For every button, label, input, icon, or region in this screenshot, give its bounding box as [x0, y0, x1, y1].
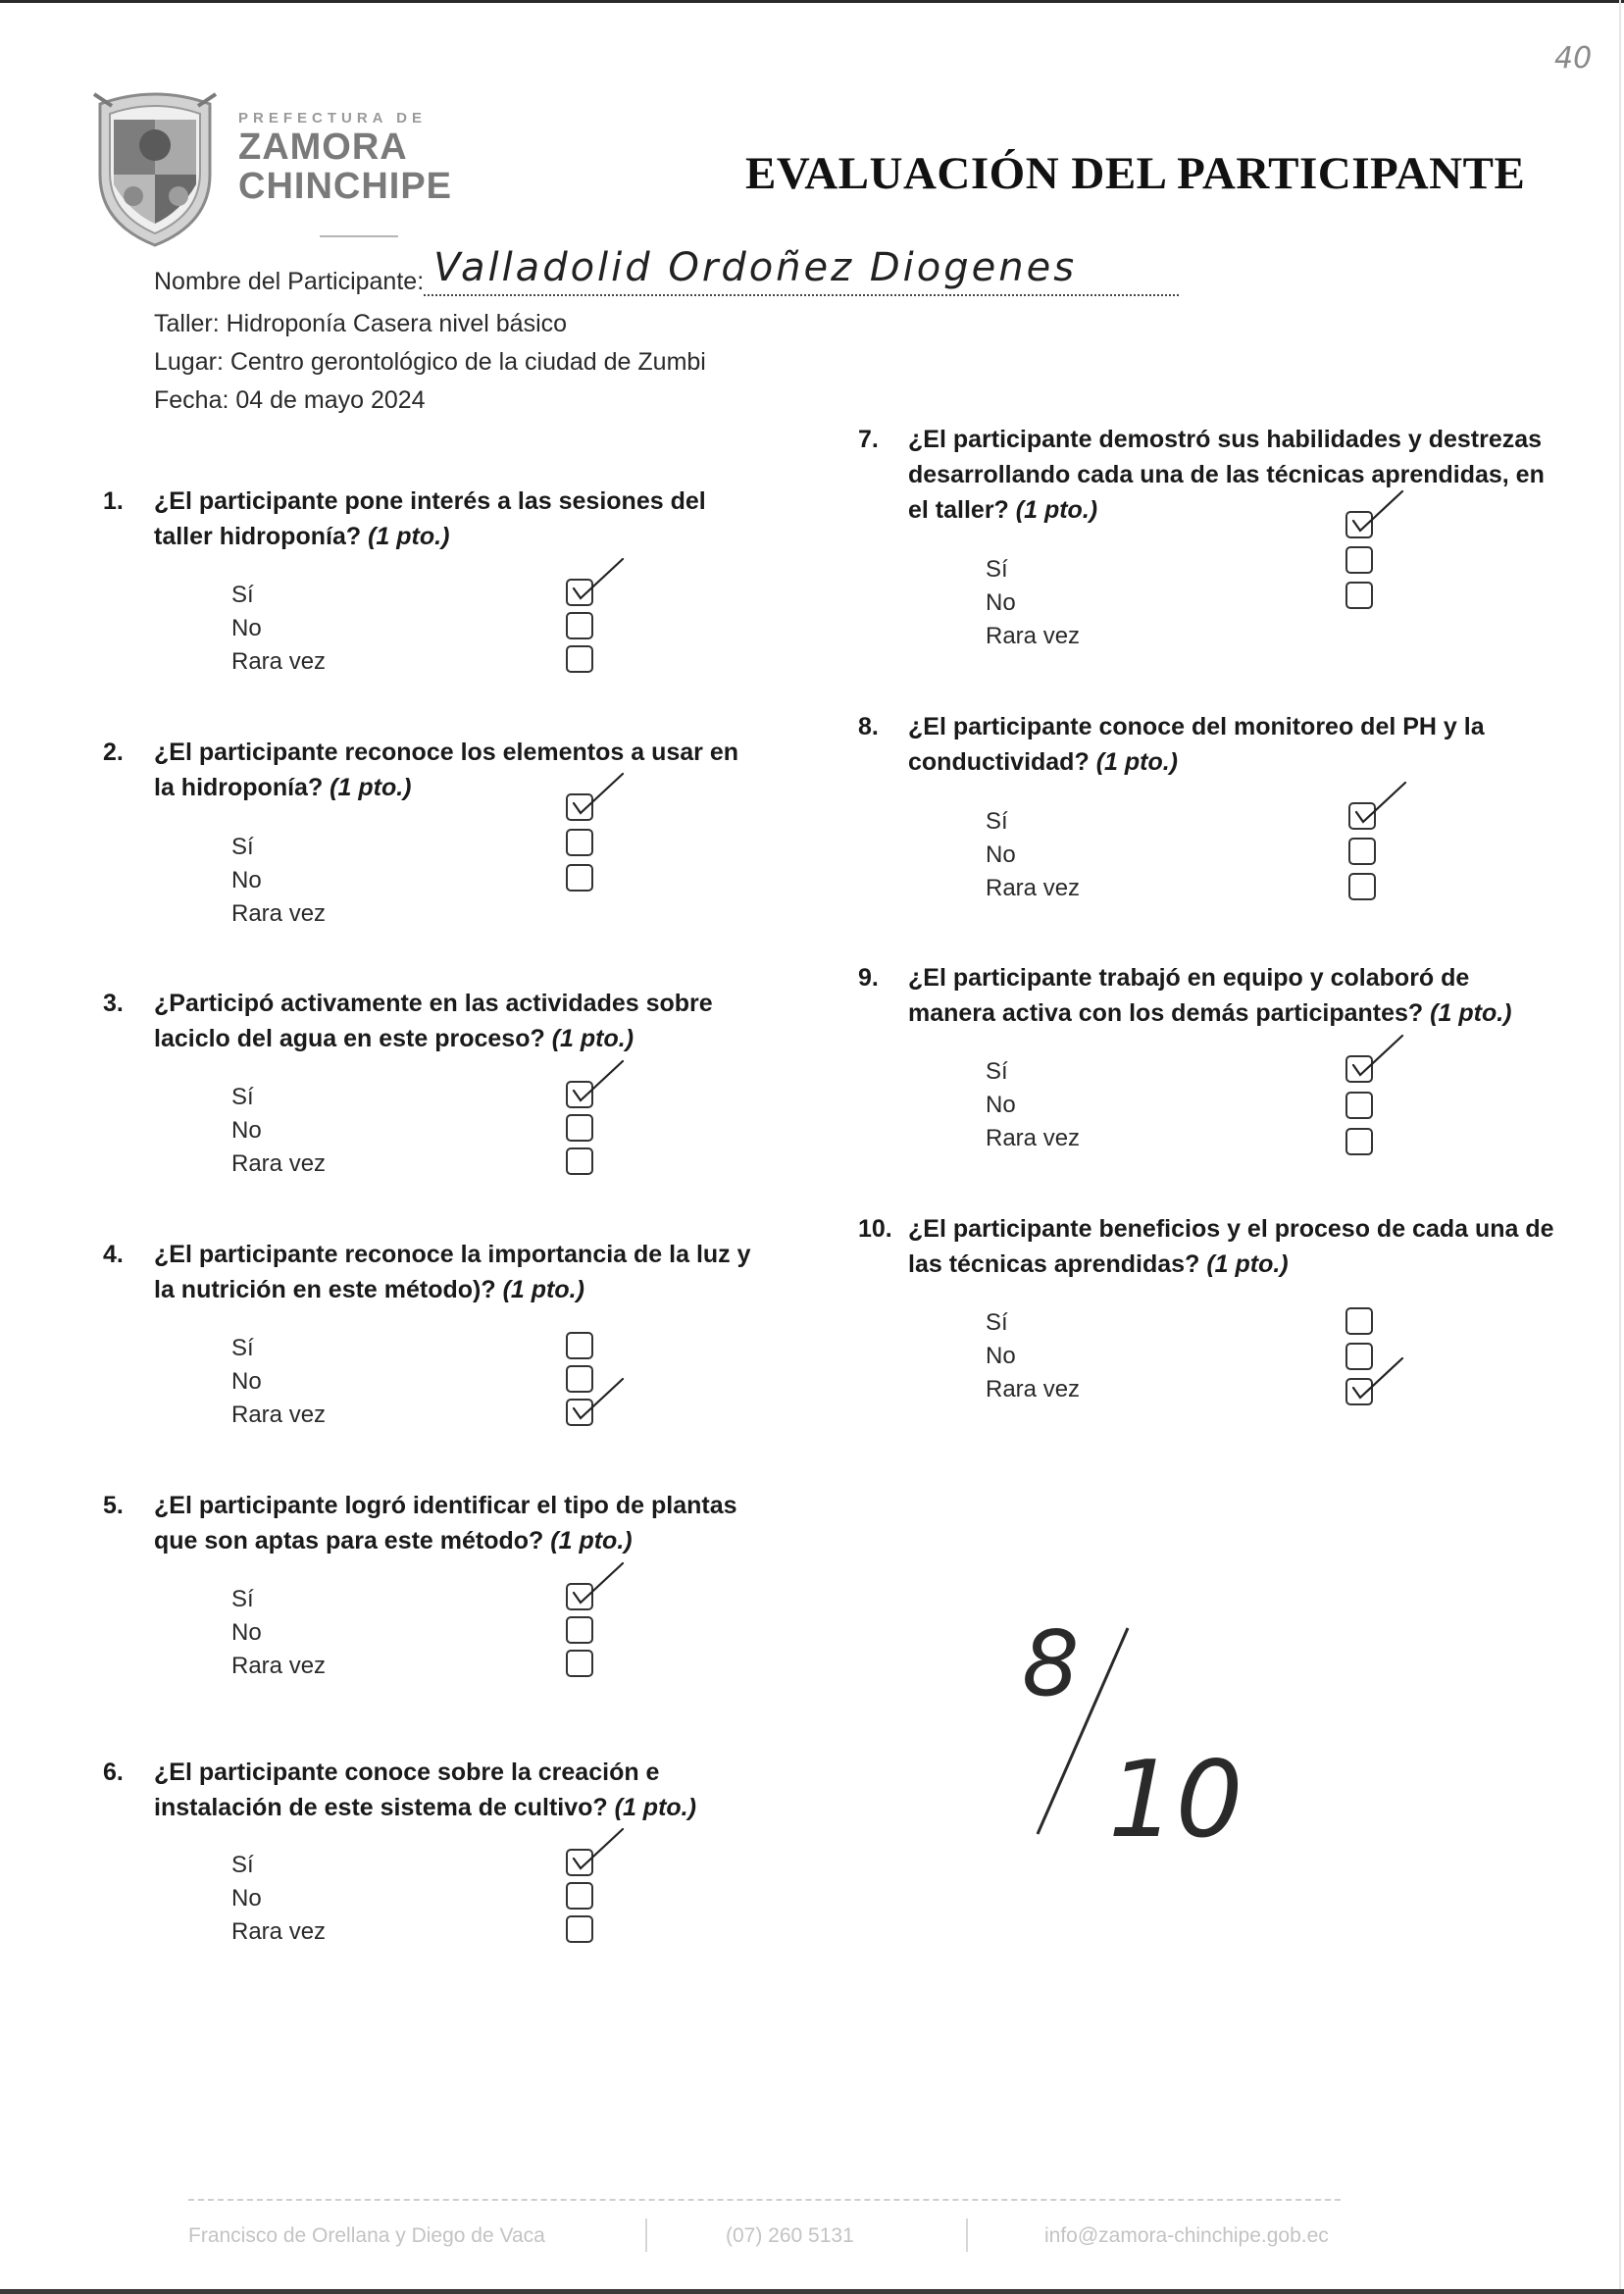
option-label-si: Sí [986, 808, 1008, 835]
question-text-line: laciclo del agua en este proceso? (1 pto.) [154, 1025, 634, 1052]
question-number: 4. [103, 1241, 124, 1268]
option-label-si: Sí [986, 556, 1008, 583]
question-number: 7. [858, 426, 879, 453]
option-label-si: Sí [231, 1852, 254, 1878]
question-text-line: ¿El participante trabajó en equipo y colaboró de [908, 964, 1470, 992]
question-text-line: conductividad? (1 pto.) [908, 748, 1179, 776]
question-text-line: ¿Participó activamente en las actividades sobre [154, 990, 713, 1017]
question-number: 9. [858, 964, 879, 992]
question-number: 10. [858, 1215, 892, 1243]
question-text [154, 1488, 737, 1558]
checkbox-no[interactable] [1345, 1092, 1373, 1119]
checkmark-icon [1347, 487, 1406, 536]
question-text [908, 960, 1512, 1031]
logo-line-1: ZAMORA [238, 127, 408, 168]
question-text-line: instalación de este sistema de cultivo? (1 pto.) [154, 1794, 696, 1821]
question-text-line: ¿El participante beneficios y el proceso de cada una de [908, 1215, 1554, 1243]
question-points: (1 pto.) [1430, 999, 1512, 1027]
question-text-line: ¿El participante conoce del monitoreo del PH y la [908, 713, 1485, 740]
question-text [154, 1237, 751, 1307]
checkbox-no[interactable] [566, 1114, 593, 1142]
question-text [154, 735, 738, 805]
option-label-si: Sí [986, 1058, 1008, 1085]
option-label-si: Sí [231, 834, 254, 860]
question-text-line: ¿El participante conoce sobre la creación e [154, 1759, 660, 1786]
footer-rule [188, 2199, 1341, 2201]
checkbox-no[interactable] [566, 829, 593, 856]
checkbox-no[interactable] [566, 612, 593, 639]
option-label-rara: Rara vez [986, 875, 1081, 901]
score-numerator: 8 [1022, 1611, 1080, 1716]
option-label-rara: Rara vez [986, 1125, 1081, 1151]
option-label-si: Sí [231, 1335, 254, 1361]
question-text-line: desarrollando cada una de las técnicas aprendidas, en [908, 461, 1545, 488]
option-label-no: No [986, 1343, 1016, 1369]
footer-email: info@zamora-chinchipe.gob.ec [1044, 2224, 1329, 2247]
checkmark-icon [568, 1375, 627, 1424]
checkbox-no[interactable] [566, 1616, 593, 1644]
checkbox-no[interactable] [566, 1882, 593, 1910]
participant-name-handwritten: Valladolid Ordoñez Diogenes [433, 245, 1078, 290]
option-label-no: No [231, 615, 262, 641]
logo-small-text: PREFECTURA DE [238, 110, 427, 127]
question-text [908, 709, 1485, 780]
question-number: 1. [103, 487, 124, 515]
taller-line: Taller: Hidroponía Casera nivel básico [154, 310, 568, 337]
option-label-rara: Rara vez [986, 623, 1081, 649]
question-text [154, 986, 713, 1056]
checkbox-rara[interactable] [1345, 582, 1373, 609]
checkbox-no[interactable] [1348, 838, 1376, 865]
question-points: (1 pto.) [1095, 748, 1179, 776]
checkbox-rara[interactable] [566, 864, 593, 892]
checkbox-rara[interactable] [566, 645, 593, 673]
checkmark-icon [568, 770, 627, 819]
logo-underline [320, 235, 398, 237]
option-label-rara: Rara vez [231, 1918, 327, 1945]
question-number: 6. [103, 1759, 124, 1786]
question-text [154, 1755, 696, 1825]
checkbox-rara[interactable] [1348, 873, 1376, 900]
question-points: (1 pto.) [614, 1794, 696, 1821]
checkbox-si[interactable] [1345, 1307, 1373, 1335]
scan-edge-top [0, 0, 1624, 3]
footer-address: Francisco de Orellana y Diego de Vaca [188, 2224, 545, 2247]
lugar-line: Lugar: Centro gerontológico de la ciudad de Zumbi [154, 348, 706, 376]
checkmark-icon [568, 1825, 627, 1874]
checkmark-icon [568, 1057, 627, 1106]
handwritten-score [1010, 1608, 1245, 1863]
option-label-no: No [986, 589, 1016, 616]
option-label-no: No [231, 867, 262, 893]
prefecture-shield-logo [90, 86, 220, 249]
document-title: EVALUACIÓN DEL PARTICIPANTE [745, 148, 1526, 199]
question-text-line: el taller? (1 pto.) [908, 496, 1098, 524]
question-number: 8. [858, 713, 879, 740]
question-points: (1 pto.) [502, 1276, 584, 1303]
question-number: 3. [103, 990, 124, 1017]
checkbox-rara[interactable] [1345, 1128, 1373, 1155]
question-text-line: taller hidroponía? (1 pto.) [154, 523, 450, 550]
question-text-line: la nutrición en este método)? (1 pto.) [154, 1276, 584, 1303]
question-points: (1 pto.) [551, 1025, 634, 1052]
footer-phone: (07) 260 5131 [726, 2224, 854, 2247]
footer-separator [966, 2218, 968, 2252]
option-label-no: No [986, 1092, 1016, 1118]
option-label-no: No [231, 1885, 262, 1912]
participant-name-label: Nombre del Participante: [154, 268, 425, 295]
logo-text [238, 110, 493, 206]
question-text [154, 484, 706, 554]
question-text [908, 422, 1545, 528]
option-label-si: Sí [231, 1586, 254, 1612]
participant-name-line [424, 245, 1179, 296]
question-points: (1 pto.) [1206, 1250, 1289, 1278]
option-label-rara: Rara vez [231, 900, 327, 927]
checkbox-si[interactable] [566, 1332, 593, 1359]
option-label-si: Sí [986, 1309, 1008, 1336]
logo-line-2: CHINCHIPE [238, 166, 453, 207]
footer-separator [645, 2218, 647, 2252]
checkbox-rara[interactable] [566, 1147, 593, 1175]
option-label-rara: Rara vez [231, 1150, 327, 1177]
question-points: (1 pto.) [368, 523, 450, 550]
participant-name-row [154, 245, 1179, 296]
question-text-line: la hidroponía? (1 pto.) [154, 774, 412, 801]
question-points: (1 pto.) [330, 774, 412, 801]
option-label-si: Sí [231, 582, 254, 608]
question-text-line: las técnicas aprendidas? (1 pto.) [908, 1250, 1289, 1278]
scan-edge-right [1619, 0, 1621, 2294]
checkmark-icon [1350, 779, 1409, 828]
option-label-no: No [231, 1368, 262, 1395]
score-denominator: 10 [1108, 1739, 1243, 1861]
question-number: 2. [103, 739, 124, 766]
option-label-no: No [231, 1117, 262, 1144]
checkmark-icon [1347, 1354, 1406, 1403]
question-text-line: ¿El participante demostró sus habilidades y destrezas [908, 426, 1543, 453]
fecha-line: Fecha: 04 de mayo 2024 [154, 386, 426, 414]
option-label-rara: Rara vez [231, 1653, 327, 1679]
question-text-line: ¿El participante reconoce la importancia de la luz y [154, 1241, 751, 1268]
checkbox-rara[interactable] [566, 1650, 593, 1677]
question-points: (1 pto.) [1015, 496, 1098, 524]
checkbox-rara[interactable] [566, 1915, 593, 1943]
checkmark-icon [1347, 1032, 1406, 1081]
question-text-line: ¿El participante logró identificar el tipo de plantas [154, 1492, 737, 1519]
question-points: (1 pto.) [550, 1527, 633, 1555]
option-label-no: No [986, 841, 1016, 868]
checkmark-icon [568, 1559, 627, 1608]
scan-edge-bottom [0, 2289, 1624, 2294]
option-label-rara: Rara vez [231, 648, 327, 675]
checkmark-icon [568, 555, 627, 604]
option-label-si: Sí [231, 1084, 254, 1110]
page-number: 40 [1554, 41, 1593, 76]
option-label-rara: Rara vez [986, 1376, 1081, 1402]
question-text-line: ¿El participante pone interés a las sesiones del [154, 487, 706, 515]
question-number: 5. [103, 1492, 124, 1519]
option-label-rara: Rara vez [231, 1402, 327, 1428]
option-label-no: No [231, 1619, 262, 1646]
question-text-line: manera activa con los demás participantes? (1 pto.) [908, 999, 1512, 1027]
question-text-line: ¿El participante reconoce los elementos a usar en [154, 739, 739, 766]
question-text-line: que son aptas para este método? (1 pto.) [154, 1527, 633, 1555]
checkbox-no[interactable] [1345, 546, 1373, 574]
question-text [908, 1211, 1554, 1282]
